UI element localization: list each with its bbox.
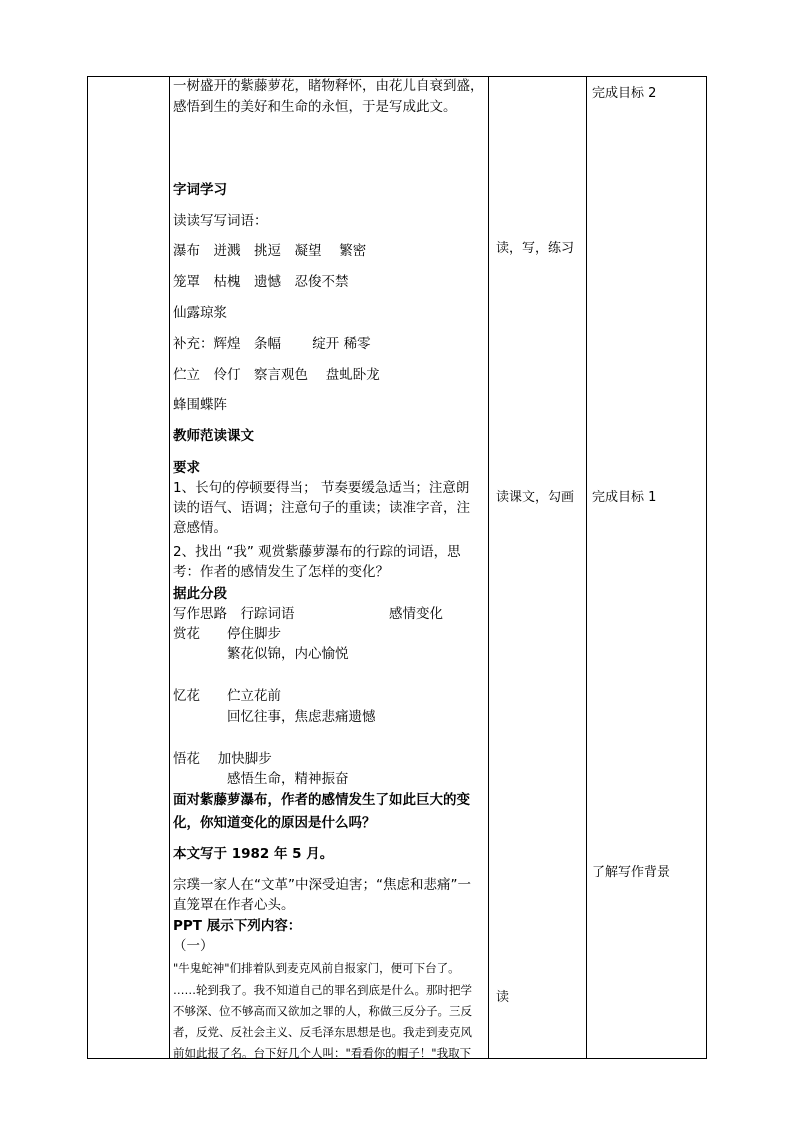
table-divider-3 — [586, 76, 587, 1059]
text-line: 2、找出 “我” 观赏紫藤萝瀑布的行踪的词语，思 — [173, 544, 461, 560]
section-heading: 字词学习 — [173, 182, 227, 198]
text-line: 意感情。 — [173, 520, 227, 536]
text-line: 繁花似锦，内心愉悦 — [173, 646, 349, 662]
quote-line: 前如此报了名。台下好几个人叫："看看你的帽子！"我取下 — [173, 1046, 472, 1060]
activity-read: 读 — [496, 990, 510, 1005]
section-heading: 本文写于 1982 年 5 月。 — [173, 846, 334, 862]
text-line: 一树盛开的紫藤萝花，睹物释怀，由花儿自衰到盛， — [173, 78, 484, 94]
vocab-line: 仙露琼浆 — [173, 305, 227, 321]
vocab-line: 蜂围蝶阵 — [173, 397, 227, 413]
text-line: 回忆往事，焦虑悲痛遗憾 — [173, 709, 376, 725]
table-right-border — [706, 76, 707, 1059]
goal-background: 了解写作背景 — [592, 865, 671, 880]
vocab-line: 瀑布 迸溅 挑逗 凝望 繁密 — [173, 243, 367, 259]
vocab-line: 伫立 伶仃 察言观色 盘虬卧龙 — [173, 367, 380, 383]
text-line: 宗璞一家人在“文革”中深受迫害；“焦虑和悲痛”一 — [173, 877, 471, 893]
table-divider-2 — [488, 76, 489, 1059]
vocab-line: 笼罩 枯槐 遗憾 忍俊不禁 — [173, 274, 349, 290]
text-line: 考：作者的感情发生了怎样的变化？ — [173, 564, 389, 580]
activity-read-mark: 读课文，勾画 — [496, 490, 575, 505]
quote-line: "牛鬼蛇神"们排着队到麦克风前自报家门，便可下台了。 — [173, 961, 460, 975]
section-heading: 要求 — [173, 460, 200, 476]
text-line: 写作思路 行踪词语 感情变化 — [173, 606, 443, 622]
text-line: 赏花 停住脚步 — [173, 626, 281, 642]
text-line: 直笼罩在作者心头。 — [173, 897, 295, 913]
vocab-line: 补充：辉煌 条幅 绽开 稀零 — [173, 336, 371, 352]
text-line: 感悟到生的美好和生命的永恒，于是写成此文。 — [173, 99, 457, 115]
table-divider-1 — [169, 76, 170, 1059]
goal-2: 完成目标 2 — [592, 86, 657, 101]
text-line: 忆花 伫立花前 — [173, 688, 281, 704]
table-left-border — [87, 76, 88, 1059]
text-line: （一） — [173, 938, 214, 954]
quote-line: 不够深、位不够高而又欲加之罪的人，称做三反分子。三反 — [173, 1004, 472, 1018]
quote-line: ……轮到我了。我不知道自己的罪名到底是什么。那时把学 — [173, 983, 472, 997]
quote-line: 者，反党、反社会主义、反毛泽东思想是也。我走到麦克风 — [173, 1025, 472, 1039]
activity-read-write-practice: 读，写，练习 — [496, 241, 575, 256]
text-line: 悟花 加快脚步 — [173, 751, 272, 767]
question-line: 化，你知道变化的原因是什么吗？ — [173, 815, 376, 831]
section-heading: 据此分段 — [173, 586, 227, 602]
section-heading: PPT 展示下列内容： — [173, 918, 302, 934]
section-heading: 教师范读课文 — [173, 428, 254, 444]
text-line: 读读写写词语： — [173, 213, 268, 229]
text-line: 读的语气、语调；注意句子的重读；读准字音，注 — [173, 500, 470, 516]
text-line: 1、长句的停顿要得当； 节奏要缓急适当；注意朗 — [173, 480, 470, 496]
question-line: 面对紫藤萝瀑布，作者的感情发生了如此巨大的变 — [173, 792, 470, 808]
text-line: 感悟生命，精神振奋 — [173, 771, 349, 787]
goal-1: 完成目标 1 — [592, 490, 657, 505]
